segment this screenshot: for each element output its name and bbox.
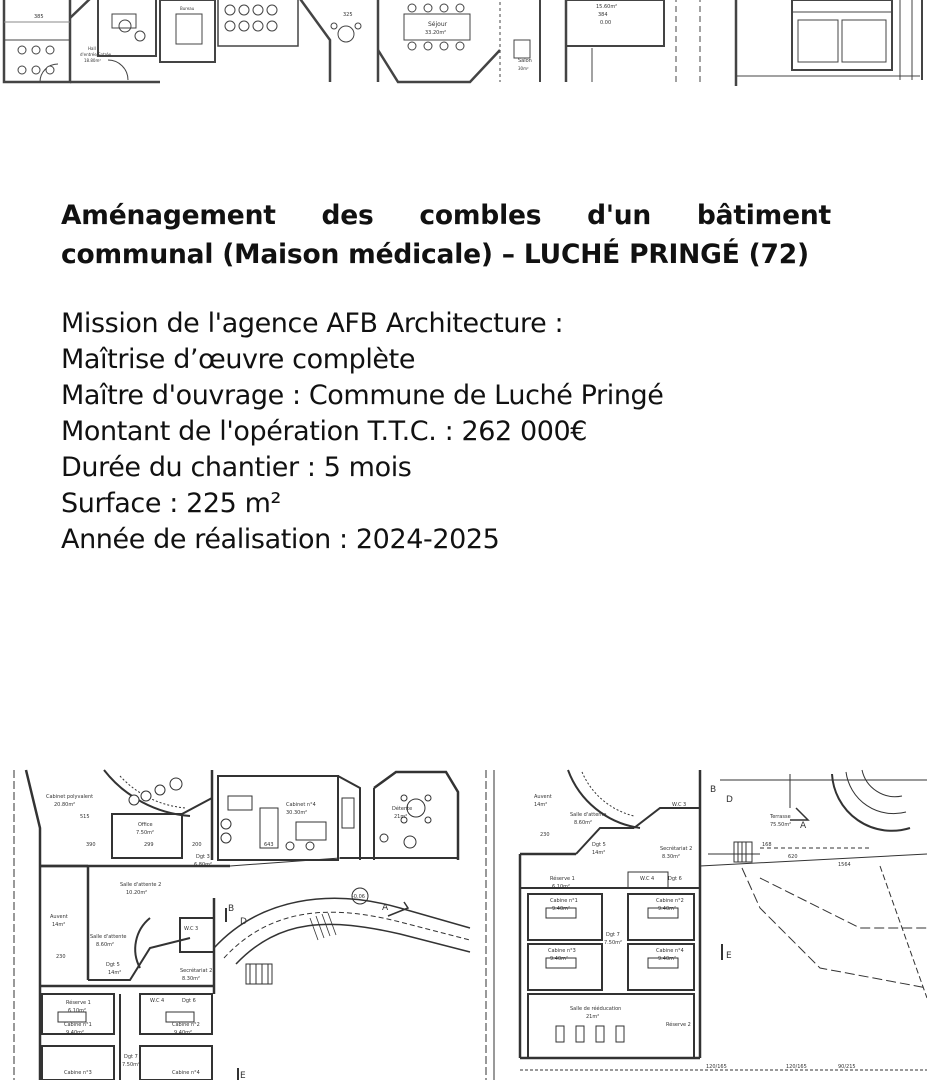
room-label: Auvent (534, 794, 552, 800)
room-area: 10.20m² (126, 890, 148, 896)
dimension-label: 620 (788, 854, 798, 860)
section-mark-b: B (228, 904, 235, 914)
project-title (61, 196, 831, 274)
room-label: Salle de rééducation (570, 1006, 622, 1012)
room-label: Cabine n°4 (656, 948, 684, 954)
room-label: Salle d'attente 2 (120, 882, 162, 888)
room-label: Réserve 1 (550, 876, 575, 882)
room-label: Cabine n°3 (548, 948, 576, 954)
room-area: 21m² (394, 814, 408, 820)
room-label: Cabinet polyvalent (46, 794, 94, 800)
dimension-label: 299 (144, 842, 154, 848)
dimension-label: 325 (343, 12, 353, 18)
room-area: 14m² (592, 850, 606, 856)
room-label: Dgt 5 (106, 962, 120, 968)
dimension-label: 515 (80, 814, 90, 820)
detail-year: Année de réalisation : 2024-2025 (61, 524, 500, 555)
dimension-label: 385 (34, 14, 44, 20)
dimension-label: 384 (598, 12, 608, 18)
room-label: Dgt 7 (124, 1054, 138, 1060)
detail-client: Maître d'ouvrage : Commune de Luché Pringé (61, 380, 664, 411)
room-label: W.C 4 (150, 998, 165, 1004)
dimension-label: 200 (192, 842, 202, 848)
dimension-label: 390 (86, 842, 96, 848)
room-area: 6.80m² (194, 862, 213, 868)
project-title-line-1: Aménagement des combles d'un bâtiment (61, 200, 831, 231)
room-area: 8.60m² (96, 942, 115, 948)
room-label: Office (138, 822, 153, 828)
dimension-label: 120/165 (786, 1064, 807, 1070)
floor-plan-bottom (0, 768, 927, 1080)
dimension-label: 1564 (838, 862, 851, 868)
room-area: 8.60m² (574, 820, 593, 826)
room-label: Dgt 3 (196, 854, 210, 860)
room-label: Cabine n°1 (64, 1022, 92, 1028)
room-area: 20.80m² (54, 802, 76, 808)
project-card (61, 196, 831, 558)
salon-area: 30m² (518, 66, 529, 71)
dimension-label: 230 (56, 954, 66, 960)
detail-mission: Mission de l'agence AFB Architecture : (61, 308, 564, 339)
room-label: W.C 4 (640, 876, 655, 882)
room-label: W.C 3 (184, 926, 199, 932)
room-label: Terrasse (770, 814, 791, 820)
room-label: Dgt 5 (592, 842, 606, 848)
room-area: 9.40m² (550, 956, 569, 962)
room-area: 7.50m² (604, 940, 623, 946)
room-label: W.C 3 (672, 802, 687, 808)
room-area: 8.30m² (182, 976, 201, 982)
level-label: 0.00 (600, 20, 612, 26)
room-label: Cabine n°1 (550, 898, 578, 904)
room-area: 6.10m² (552, 884, 571, 890)
room-label: Dgt 6 (182, 998, 196, 1004)
section-mark-d: D (240, 917, 247, 927)
bureau-label: Bureau (180, 6, 195, 11)
room-area: 14m² (108, 970, 122, 976)
room-label: Cabinet n°4 (286, 802, 316, 808)
floor-plan-top (0, 0, 927, 86)
section-mark-e: E (240, 1071, 246, 1080)
room-area: 7.50m² (122, 1062, 141, 1068)
room-label: Réserve 1 (66, 1000, 91, 1006)
project-title-line-2: communal (Maison médicale) – LUCHÉ PRINGÉ (72) (61, 239, 809, 270)
room-label: Cabine n°4 (172, 1070, 200, 1076)
floor-plan-top-drawing (0, 0, 927, 86)
room-area: 9.40m² (552, 906, 571, 912)
level-label: -0.06 (352, 894, 365, 900)
room-label: Dgt 6 (668, 876, 682, 882)
room-area: 14m² (52, 922, 66, 928)
room-label: Cabine n°3 (64, 1070, 92, 1076)
room-area: 30.30m² (286, 810, 308, 816)
hall-area: 18.80m² (84, 58, 101, 63)
room-area: 9.40m² (174, 1030, 193, 1036)
dimension-label: 643 (264, 842, 274, 848)
room-area: 75.50m² (770, 822, 792, 828)
room-label: Cabine n°2 (172, 1022, 200, 1028)
room-area: 9.40m² (658, 956, 677, 962)
salon-label: Salon (518, 58, 532, 64)
area-label: 15.60m² (596, 4, 618, 10)
room-label: Dgt 7 (606, 932, 620, 938)
room-area: 9.40m² (66, 1030, 85, 1036)
section-mark-a: A (382, 903, 389, 913)
dimension-label: 120/165 (706, 1064, 727, 1070)
dimension-label: 90/215 (838, 1064, 856, 1070)
room-label: Cabine n°2 (656, 898, 684, 904)
room-label: Auvent (50, 914, 68, 920)
room-label: Secrétariat 2 (180, 968, 213, 974)
room-area: 14m² (534, 802, 548, 808)
room-area: 8.30m² (662, 854, 681, 860)
room-label: Secrétariat 2 (660, 846, 693, 852)
room-area: 7.50m² (136, 830, 155, 836)
hall-sublabel: d'entrée/Entrée (80, 52, 112, 57)
room-label: Détente (392, 806, 413, 812)
section-mark-e: E (726, 951, 732, 961)
floor-plan-bottom-drawing (0, 768, 927, 1080)
section-mark-b: B (710, 785, 717, 795)
section-mark-d: D (726, 795, 733, 805)
project-details (61, 306, 831, 558)
section-mark-a: A (800, 821, 807, 831)
room-area: 21m² (586, 1014, 600, 1020)
detail-surface: Surface : 225 m² (61, 488, 281, 519)
room-label: Salle d'attente (570, 812, 607, 818)
detail-duration: Durée du chantier : 5 mois (61, 452, 412, 483)
sejour-area: 33.20m² (425, 30, 447, 36)
room-area: 9.40m² (658, 906, 677, 912)
room-area: 6.10m² (68, 1008, 87, 1014)
dimension-label: 230 (540, 832, 550, 838)
room-label: Réserve 2 (666, 1022, 691, 1028)
room-label: Salle d'attente (90, 934, 127, 940)
detail-cost: Montant de l'opération T.T.C. : 262 000€ (61, 416, 588, 447)
hall-label: Hall (88, 46, 96, 51)
detail-mission-type: Maîtrise d’œuvre complète (61, 344, 416, 375)
sejour-label: Séjour (428, 21, 448, 28)
dimension-label: 168 (762, 842, 772, 848)
